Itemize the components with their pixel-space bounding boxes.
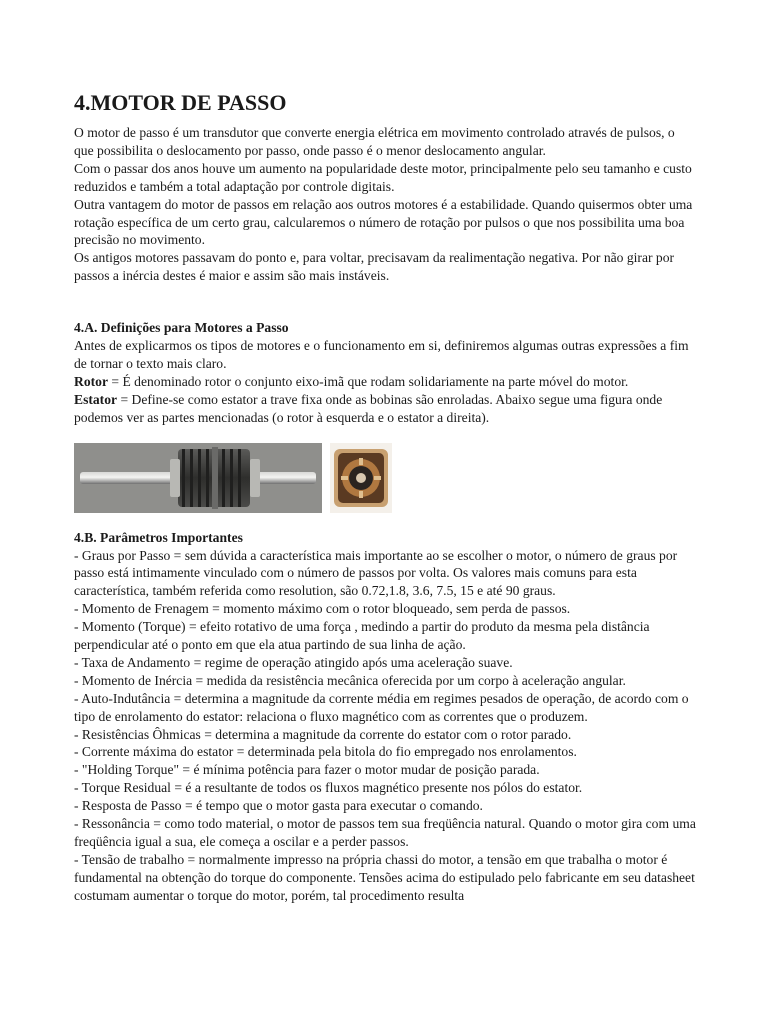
intro-section <box>74 124 696 285</box>
parameter-item: - Resposta de Passo = é tempo que o motor gasta para executar o comando. <box>74 798 483 814</box>
parameter-item: - Taxa de Andamento = regime de operação atingido após uma aceleração suave. <box>74 654 513 670</box>
parameter-item: - Graus por Passo = sem dúvida a característica mais importante ao se escolher o motor, o número de graus por passo está intimamente vinculado com o número de passos por volta. Os valores mais comuns para esta característica, também referida como resolution, são 0.72,1.8, 3.6, 7.5, 15 e até 90 graus. <box>74 547 678 599</box>
parameter-item: - Momento de Frenagem = momento máximo com o rotor bloqueado, sem perda de passos. <box>74 601 571 617</box>
parameter-item: - Momento de Inércia = medida da resistência mecânica oferecida por um corpo à aceleração angular. <box>74 672 626 688</box>
section-b-heading: 4.B. Parâmetros Importantes <box>74 529 243 545</box>
stator-illustration <box>330 443 392 513</box>
section-a <box>74 319 696 426</box>
intro-paragraph-4: Os antigos motores passavam do ponto e, para voltar, precisavam da realimentação negativa. Por não girar por passos a inércia destes é maior e assim são mais instáveis. <box>74 250 675 284</box>
intro-paragraph-1: O motor de passo é um transdutor que converte energia elétrica em movimento controlado através de pulsos, o que possibilita o deslocamento por passo, onde passo é o menor deslocamento angular. <box>74 125 675 158</box>
estator-definition <box>74 391 696 427</box>
parameter-item: - Corrente máxima do estator = determinada pela bitola do fio empregado nos enrolamentos. <box>74 744 577 760</box>
rotor-definition <box>74 373 696 391</box>
estator-definition-text: = Define-se como estator a trave fixa onde as bobinas são enroladas. Abaixo segue uma figura onde podemos ver as partes mencionadas (o rotor à esquerda e o estator a direita). <box>74 391 663 425</box>
parameter-item: - Auto-Indutância = determina a magnitude da corrente média em regimes pesados de operação, de acordo com o tipo de enrolamento do estator: relaciona o fluxo magnético com as correntes que o produzem. <box>74 690 689 724</box>
section-b <box>74 529 696 905</box>
parameter-item: - Ressonância = como todo material, o motor de passos tem sua freqüência natural. Quando o motor gira com uma freqüência igual a sua, ele começa a oscilar e a perder passos. <box>74 816 696 849</box>
section-a-heading: 4.A. Definições para Motores a Passo <box>74 320 289 336</box>
parameter-item: - "Holding Torque" = é mínima potência para fazer o motor mudar de posição parada. <box>74 762 540 778</box>
intro-paragraph-2: Com o passar dos anos houve um aumento na popularidade deste motor, principalmente pelo seu tamanho e custo reduzidos e também a total adaptação por controle digitais. <box>74 160 692 194</box>
document-page <box>74 88 696 905</box>
page-title: 4.MOTOR DE PASSO <box>74 90 287 115</box>
rotor-term: Rotor <box>74 373 108 389</box>
parameter-item: - Tensão de trabalho = normalmente impresso na própria chassi do motor, a tensão em que trabalha o motor é fundamental na obtenção do torque do componente. Tensões acima do estipulado pelo fabricante em seu datasheet costumam aumentar o torque do motor, porém, tal procedimento resulta <box>74 851 695 903</box>
figures-row <box>74 443 696 513</box>
parameter-item: - Torque Residual = é a resultante de todos os fluxos magnético presente nos pólos do estator. <box>74 780 583 796</box>
section-a-intro: Antes de explicarmos os tipos de motores e o funcionamento em si, definiremos algumas outras expressões a fim de tornar o texto mais claro. <box>74 338 689 371</box>
rotor-photo <box>74 443 322 513</box>
rotor-illustration <box>74 443 322 513</box>
stator-photo <box>330 443 392 513</box>
intro-paragraph-3: Outra vantagem do motor de passos em relação aos outros motores é a estabilidade. Quando quisermos obter uma rotação específica de um certo grau, calcularemos o número de rotação por pulsos o que nos possibilita uma boa precisão no movimento. <box>74 196 693 248</box>
rotor-definition-text: = É denominado rotor o conjunto eixo-imã que rodam solidariamente na parte móvel do motor. <box>107 373 629 389</box>
parameter-item: - Resistências Ôhmicas = determina a magnitude da corrente do estator com o rotor parado. <box>74 726 572 742</box>
parameter-item: - Momento (Torque) = efeito rotativo de uma força , medindo a partir do produto da mesma pela distância perpendicular até o ponto em que ela atua partindo de sua linha de ação. <box>74 619 650 653</box>
estator-term: Estator <box>74 391 118 407</box>
